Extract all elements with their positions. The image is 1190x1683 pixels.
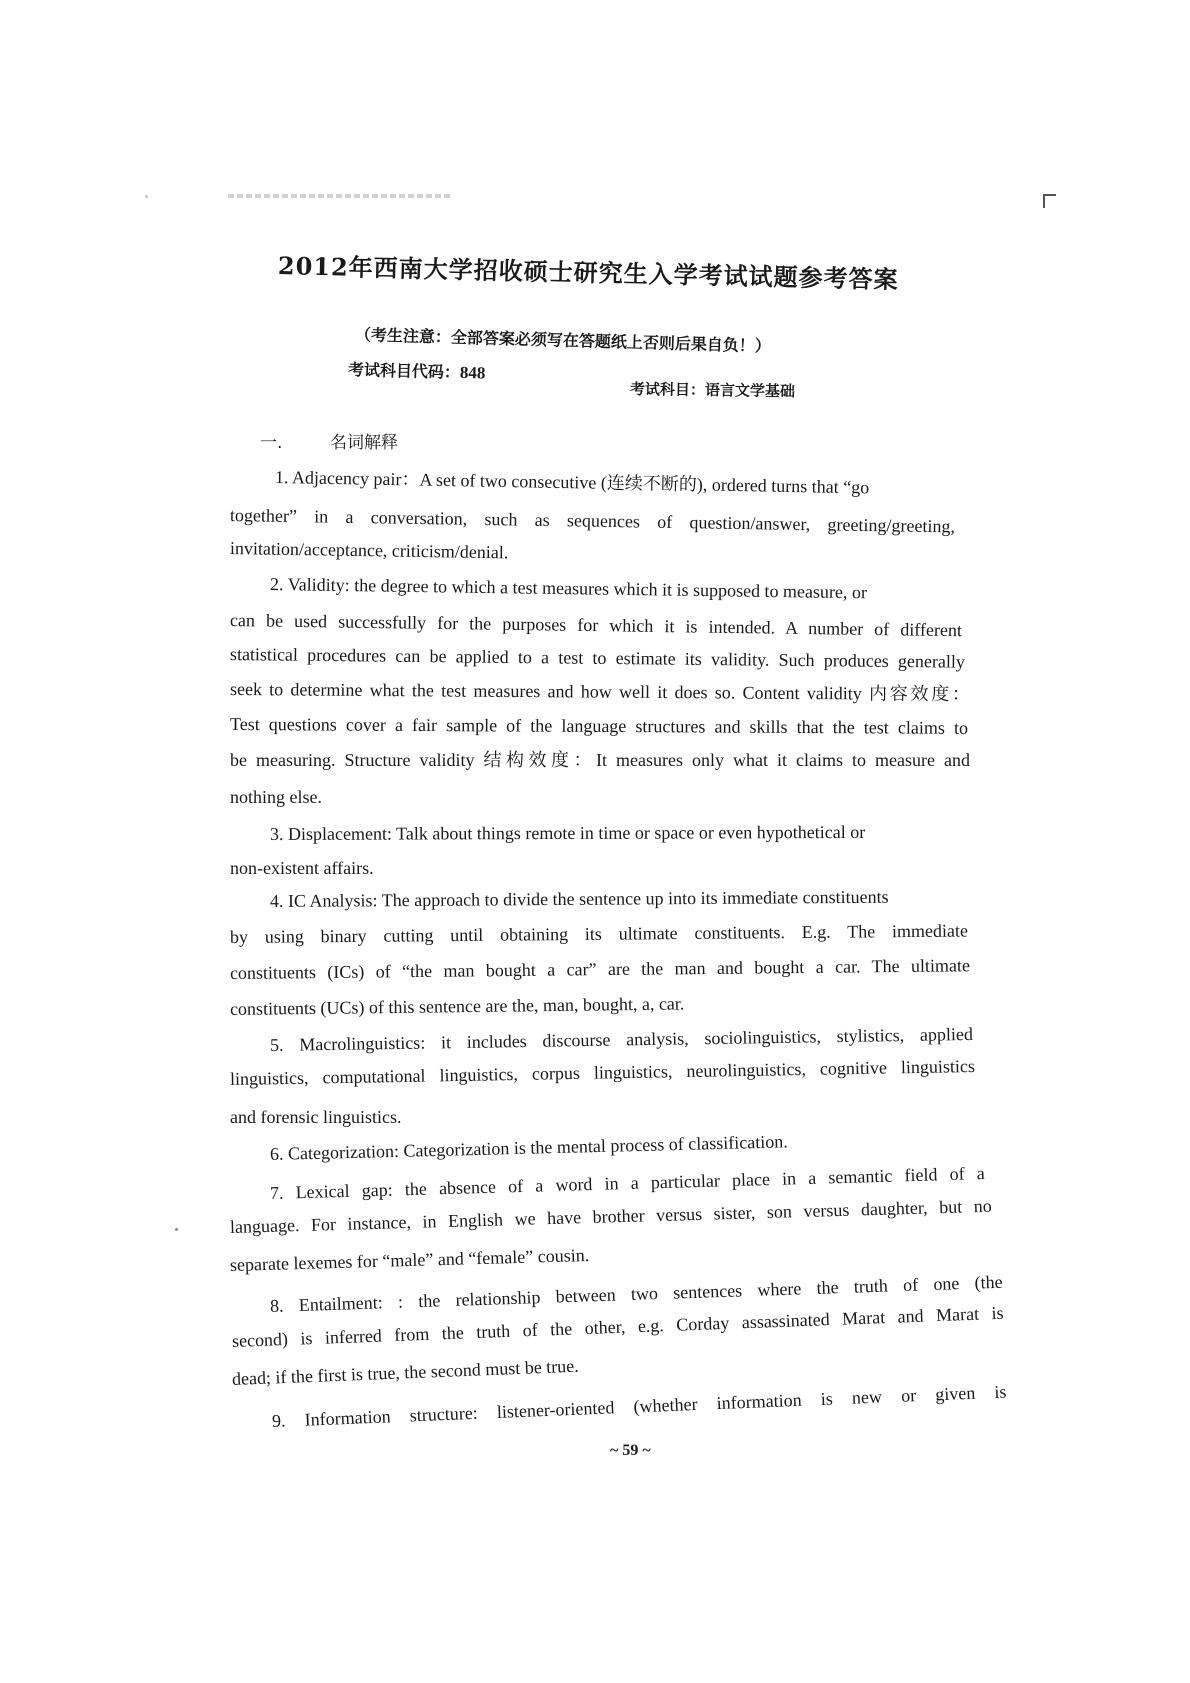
body-line: 9. Information structure: listener-oriented (whether information is new or given is (271, 1381, 1007, 1431)
body-line: dead; if the first is true, the second must be true. (231, 1355, 580, 1389)
body-line: 7. Lexical gap: the absence of a word in a particular place in a semantic field of a (269, 1163, 986, 1203)
body-line: 4. IC Analysis: The approach to divide the sentence up into its immediate constituents (269, 886, 889, 911)
document-title: 2012年西南大学招收硕士研究生入学考试试题参考答案 (277, 251, 899, 295)
subject-code-value: 848 (459, 362, 486, 383)
body-line: 3. Displacement: Talk about things remote in time or space or even hypothetical or (269, 821, 866, 844)
header-rule-faint (228, 194, 450, 198)
scan-speck (175, 1228, 178, 1231)
subject-code (348, 357, 486, 384)
subject-code-label: 考试科目代码： (347, 360, 461, 382)
body-line: nothing else. (230, 787, 322, 807)
body-line: 2. Validity: the degree to which a test measures which it is supposed to measure, or (269, 574, 868, 603)
section-heading (260, 428, 398, 453)
subject-name-value: 语言文学基础 (704, 381, 796, 401)
body-line: Test questions cover a fair sample of the language structures and skills that the test claims to (229, 714, 969, 738)
crop-corner-mark (1043, 194, 1056, 208)
body-line: 6. Categorization: Categorization is the mental process of classification. (269, 1131, 788, 1164)
body-line: second) is inferred from the truth of the other, e.g. Corday assassinated Marat and Marat is (231, 1302, 1004, 1351)
body-line: statistical procedures can be applied to a test to estimate its validity. Such produces generally (229, 644, 966, 672)
body-line: 5. Macrolinguistics: it includes discourse analysis, sociolinguistics, stylistics, applied (269, 1023, 974, 1055)
page-number: ~ 59 ~ (610, 1442, 651, 1459)
exam-notice: （考生注意：全部答案必须写在答题纸上否则后果自负！） (354, 325, 772, 356)
subject-name (630, 378, 795, 401)
body-line: can be used successfully for the purposes for which it is intended. A number of different (229, 610, 963, 641)
section-number: 一. (260, 433, 283, 453)
body-line: 1. Adjacency pair：A set of two consecutive (连续不断的), ordered turns that “go (274, 467, 870, 498)
body-line: together” in a conversation, such as sequences of question/answer, greeting/greeting, (229, 505, 956, 537)
body-line: constituents (UCs) of this sentence are the, man, bought, a, car. (229, 993, 685, 1019)
body-line: language. For instance, in English we have brother versus sister, son versus daughter, but no (229, 1195, 992, 1237)
scan-speck (145, 195, 148, 198)
body-line: 8. Entailment: : the relationship between two sentences where the truth of one (the (269, 1271, 1003, 1316)
subject-label: 考试科目： (629, 380, 706, 400)
body-line: seek to determine what the test measures and how well it does so. Content validity 内容效度： (229, 679, 971, 705)
body-line: non-existent affairs. (230, 858, 374, 878)
body-line: constituents (ICs) of “the man bought a car” are the man and bought a car. The ultimate (229, 955, 971, 983)
body-line: and forensic linguistics. (230, 1107, 402, 1127)
body-line: separate lexemes for “male” and “female” cousin. (229, 1244, 590, 1275)
body-line: linguistics, computational linguistics, corpus linguistics, neurolinguistics, cognitive linguistics (229, 1055, 976, 1089)
section-title: 名词解释 (330, 433, 398, 453)
body-line: be measuring. Structure validity 结构效度：It measures only what it claims to measure and (230, 750, 970, 770)
body-line: invitation/acceptance, criticism/denial. (229, 538, 509, 563)
body-line: by using binary cutting until obtaining its ultimate constituents. E.g. The immediate (229, 920, 969, 947)
